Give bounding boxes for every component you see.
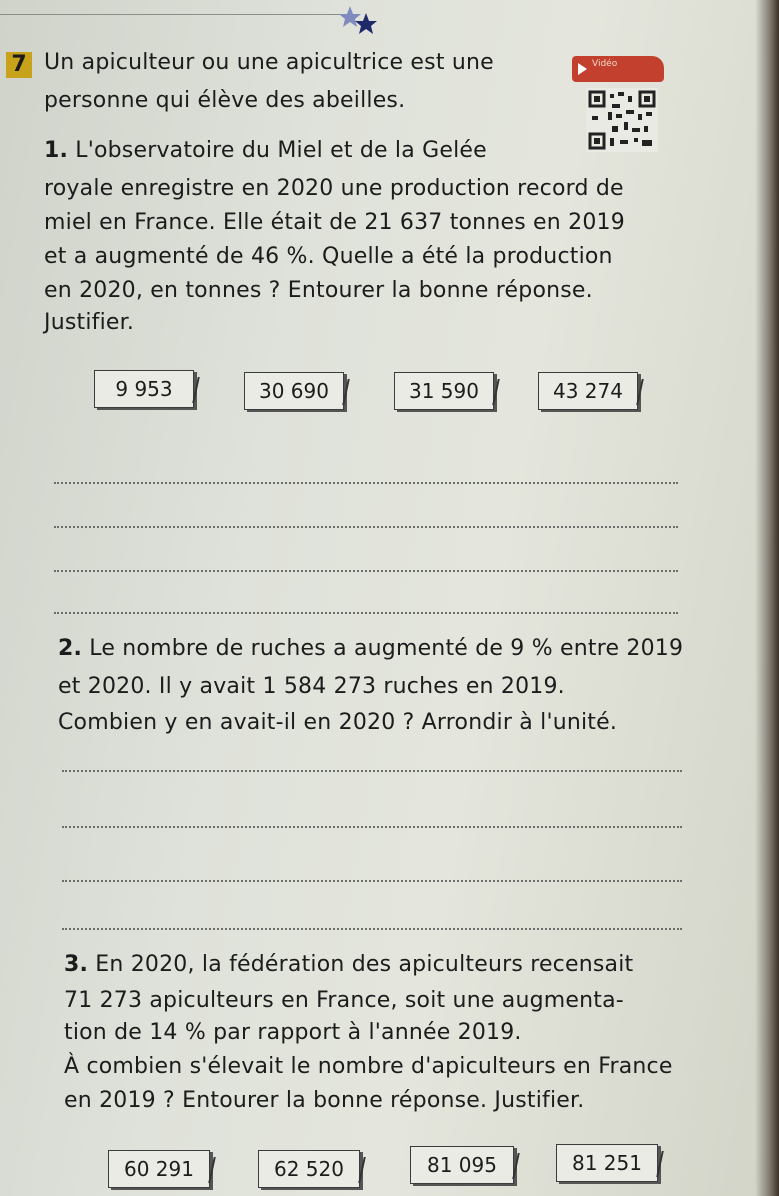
question2-line-2: et 2020. Il y avait 1 584 273 ruches en 2019. <box>58 674 565 699</box>
difficulty-stars-icon <box>338 4 378 38</box>
question3-line-3: tion de 14 % par rapport à l'année 2019. <box>64 1020 522 1045</box>
question3-line-5: en 2019 ? Entourer la bonne réponse. Justifier. <box>64 1088 585 1113</box>
question2-number: 2. <box>58 636 83 661</box>
answer-line-q1-4[interactable] <box>54 612 678 614</box>
question3-line-2: 71 273 apiculteurs en France, soit une augmenta- <box>64 988 624 1013</box>
q1-choice-4[interactable]: 43 274 <box>538 372 638 410</box>
answer-line-q2-1[interactable] <box>62 770 682 772</box>
intro-line-1: Un apiculteur ou une apicultrice est une <box>44 50 494 75</box>
exercise-number: 7 <box>6 52 32 78</box>
question1-line-6: Justifier. <box>44 310 135 335</box>
header-rule <box>0 14 345 15</box>
question2-line-1 <box>58 636 683 661</box>
answer-line-q2-4[interactable] <box>62 928 682 930</box>
question3-number: 3. <box>64 952 89 977</box>
q3-choice-3[interactable]: 81 095 <box>410 1146 514 1184</box>
answer-line-q1-2[interactable] <box>54 526 678 528</box>
question3-text-1: En 2020, la fédération des apiculteurs recensait <box>95 952 634 977</box>
question3-line-1 <box>64 952 633 977</box>
answer-line-q2-3[interactable] <box>62 880 682 882</box>
question1-line-4: et a augmenté de 46 %. Quelle a été la production <box>44 244 613 269</box>
video-badge[interactable] <box>572 56 664 82</box>
intro-line-2: personne qui élève des abeilles. <box>44 88 406 113</box>
page-edge-shadow <box>755 0 779 1196</box>
question2-text-1: Le nombre de ruches a augmenté de 9 % entre 2019 <box>89 636 684 661</box>
play-icon <box>578 63 587 75</box>
question1-line-3: miel en France. Elle était de 21 637 tonnes en 2019 <box>44 210 625 235</box>
question1-line-5: en 2020, en tonnes ? Entourer la bonne réponse. <box>44 278 593 303</box>
question1-line-2: royale enregistre en 2020 une production record de <box>44 176 624 201</box>
answer-line-q1-1[interactable] <box>54 482 678 484</box>
q3-choice-1[interactable]: 60 291 <box>108 1150 210 1188</box>
question2-line-3: Combien y en avait-il en 2020 ? Arrondir à l'unité. <box>58 710 618 735</box>
question3-line-4: À combien s'élevait le nombre d'apiculteurs en France <box>64 1054 673 1079</box>
question1-number: 1. <box>44 138 69 163</box>
q1-choice-2[interactable]: 30 690 <box>244 372 344 410</box>
question1-text-1: L'observatoire du Miel et de la Gelée <box>75 138 487 163</box>
qr-code-icon[interactable] <box>586 88 658 152</box>
q3-choice-2[interactable]: 62 520 <box>258 1150 360 1188</box>
answer-line-q1-3[interactable] <box>54 570 678 572</box>
question1-line-1 <box>44 138 487 163</box>
q1-choice-3[interactable]: 31 590 <box>394 372 494 410</box>
answer-line-q2-2[interactable] <box>62 826 682 828</box>
q3-choice-4[interactable]: 81 251 <box>556 1144 658 1182</box>
video-badge-label: Vidéo <box>592 59 618 69</box>
q1-choice-1[interactable]: 9 953 <box>94 370 194 408</box>
